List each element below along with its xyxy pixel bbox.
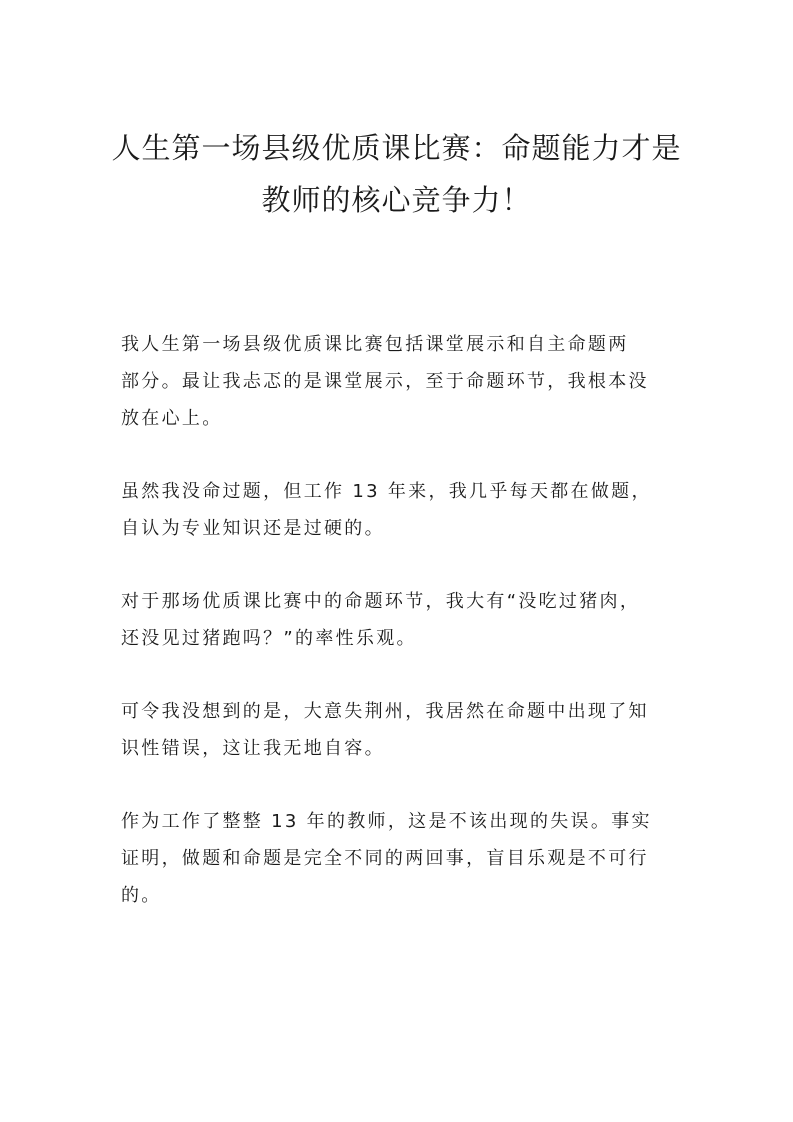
paragraph-5 xyxy=(121,803,681,914)
paragraph-line: 证明，做题和命题是完全不同的两回事，盲目乐观是不可行 xyxy=(121,848,649,869)
paragraph-4 xyxy=(121,693,681,767)
paragraph-line: 识性错误，这让我无地自容。 xyxy=(121,738,385,759)
paragraph-line: 对于那场优质课比赛中的命题环节，我大有“没吃过猪肉， xyxy=(121,591,641,612)
paragraph-1 xyxy=(121,326,681,437)
paragraph-line: 自认为专业知识还是过硬的。 xyxy=(121,518,385,539)
paragraph-line: 的。 xyxy=(121,885,162,906)
paragraph-line: 部分。最让我忐忑的是课堂展示，至于命题环节，我根本没 xyxy=(121,371,649,392)
paragraph-line: 作为工作了整整 13 年的教师，这是不该出现的失误。事实 xyxy=(121,811,652,832)
title-line-1: 人生第一场县级优质课比赛：命题能力才是 xyxy=(111,131,682,165)
paragraph-line: 还没见过猪跑吗？”的率性乐观。 xyxy=(121,628,417,649)
paragraph-line: 放在心上。 xyxy=(121,408,223,429)
title-line-2: 教师的核心竞争力！ xyxy=(261,183,532,217)
article-title xyxy=(100,122,693,226)
paragraph-3 xyxy=(121,583,681,657)
paragraph-line: 我人生第一场县级优质课比赛包括课堂展示和自主命题两 xyxy=(121,334,629,355)
paragraph-2 xyxy=(121,473,681,547)
article-body xyxy=(121,326,681,950)
paragraph-line: 虽然我没命过题，但工作 13 年来，我几乎每天都在做题， xyxy=(121,481,652,502)
paragraph-line: 可令我没想到的是，大意失荆州，我居然在命题中出现了知 xyxy=(121,701,649,722)
